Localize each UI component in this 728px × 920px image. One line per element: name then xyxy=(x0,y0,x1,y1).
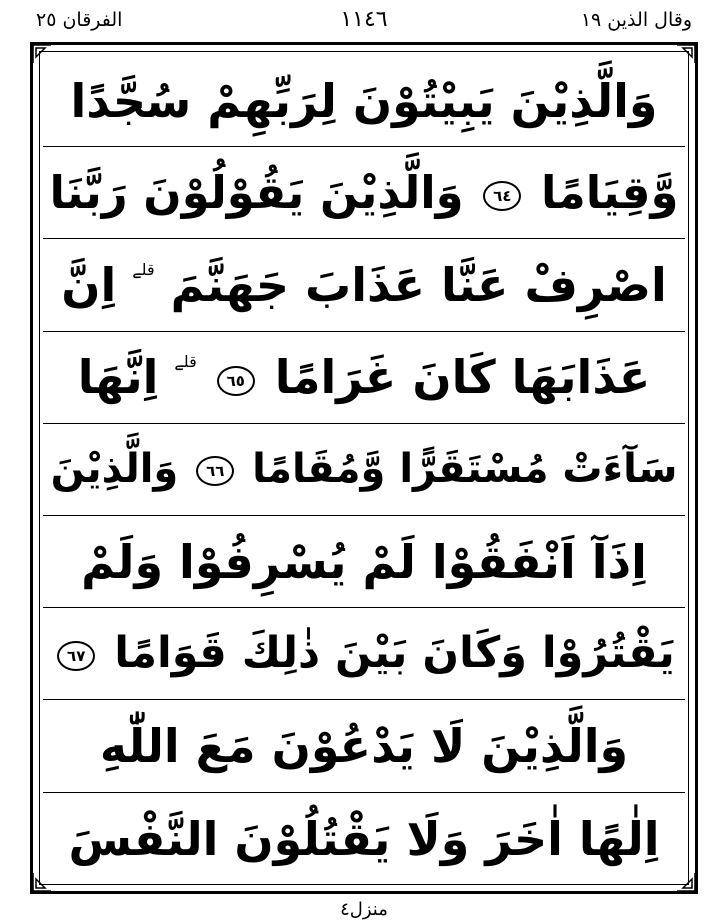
line-text: يَقْتُرُوْا وَكَانَ بَيْنَ ذٰلِكَ قَوَامًا xyxy=(114,628,675,679)
line-text: اِذَآ اَنْفَقُوْا لَمْ يُسْرِفُوْا وَلَمْ xyxy=(81,534,647,589)
text-line xyxy=(43,516,685,608)
line-text: وَالَّذِيْنَ xyxy=(50,446,179,493)
ayah-marker: ٦٦ xyxy=(196,456,234,486)
text-line xyxy=(43,793,685,885)
line-text-group xyxy=(49,166,679,220)
ayah-marker: ٦٧ xyxy=(57,641,95,671)
text-line xyxy=(43,332,685,424)
text-line xyxy=(43,147,685,239)
text-line xyxy=(43,608,685,700)
waqf-mark: قلے xyxy=(132,259,155,279)
manzil-label: منزل٤ xyxy=(340,899,388,920)
line-text: اِنَّهَا xyxy=(77,350,159,405)
surah-label: الفرقان ٢٥ xyxy=(36,9,123,31)
page-header xyxy=(36,6,692,36)
page-number: ١١٤٦ xyxy=(340,7,388,32)
line-text: سَآءَتْ مُسْتَقَرًّا وَّمُقَامًا xyxy=(252,446,678,493)
line-text: وَّقِيَامًا xyxy=(541,166,679,220)
line-text-group xyxy=(53,628,675,679)
page-frame xyxy=(30,42,698,894)
text-line xyxy=(43,55,685,147)
line-text: عَذَابَهَا كَانَ غَرَامًا xyxy=(274,350,651,405)
line-text-group xyxy=(50,446,678,493)
line-text: وَالَّذِيْنَ يَقُوْلُوْنَ رَبَّنَا xyxy=(49,166,464,220)
line-text: اِلٰهًا اٰخَرَ وَلَا يَقْتُلُوْنَ النَّفْسَ xyxy=(68,811,660,866)
waqf-mark: قلے xyxy=(174,352,197,372)
text-line xyxy=(43,424,685,516)
line-text-group xyxy=(77,350,651,405)
text-line xyxy=(43,239,685,331)
line-text: وَالَّذِيْنَ لَا يَدْعُوْنَ مَعَ اللّٰهِ xyxy=(99,718,629,773)
text-line xyxy=(43,700,685,792)
ayah-marker: ٦٥ xyxy=(217,366,255,396)
line-text: وَالَّذِيْنَ يَبِيْتُوْنَ لِرَبِّهِمْ سُجَّدًا xyxy=(70,73,658,128)
ayah-marker: ٦٤ xyxy=(483,181,521,211)
juz-label: وقال الذين ١٩ xyxy=(580,9,692,31)
line-text: اِنَّ xyxy=(61,257,117,312)
text-lines xyxy=(43,55,685,881)
line-text: اصْرِفْ عَنَّا عَذَابَ جَهَنَّمَ xyxy=(170,257,667,312)
line-text-group xyxy=(61,257,667,312)
